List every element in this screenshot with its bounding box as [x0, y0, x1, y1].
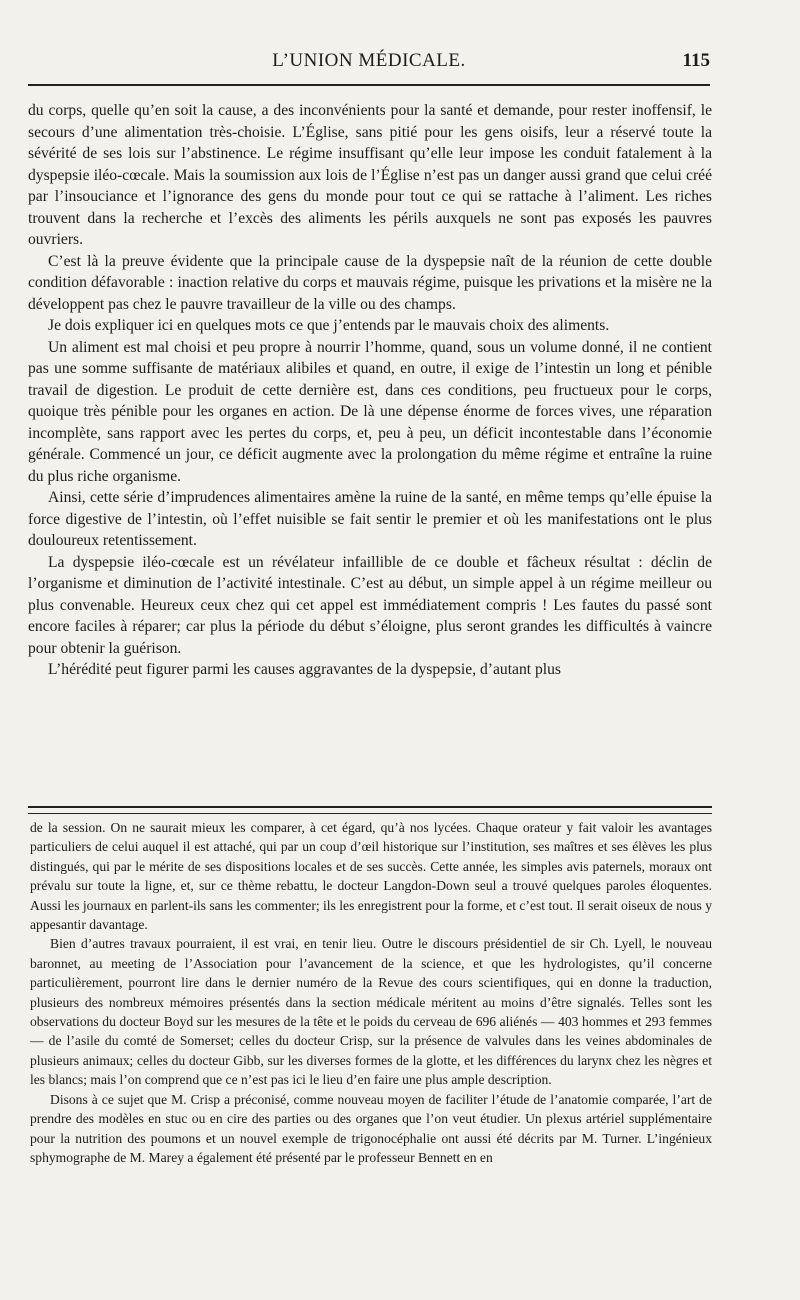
- main-paragraph-6: La dyspepsie iléo-cœcale est un révélateur infaillible de ce double et fâcheux résultat : déclin de l’organisme et diminution de l’activité intestinale. C’est au début, un simple appel à un régime meilleur ou plus convenable. Heureux ceux chez qui cet appel est immédiatement compris ! Les fautes du passé sont encore faciles à réparer; car plus la période du début s’éloigne, plus seront grandes les difficultés à vaincre pour obtenir la guérison.: [28, 553, 712, 657]
- main-paragraph-7: L’hérédité peut figurer parmi les causes aggravantes de la dyspepsie, d’autant plus: [48, 661, 561, 678]
- main-paragraph-3: Je dois expliquer ici en quelques mots ce que j’entends par le mauvais choix des aliments.: [48, 317, 610, 334]
- main-paragraph-5: Ainsi, cette série d’imprudences alimentaires amène la ruine de la santé, en même temps qu’elle épuise la force digestive de l’intestin, où l’effet nuisible se fait sentir le premier et où les manifestations ont le plus douloureux retentissement.: [28, 489, 712, 549]
- header-rule: [28, 84, 710, 86]
- running-header: [28, 50, 710, 80]
- main-paragraph-1: du corps, quelle qu’en soit la cause, a des inconvénients pour la santé et demande, pour rester inoffensif, le secours d’une alimentation très-choisie. L’Église, sans pitié pour les gens oisifs, leur a réservé toute la sévérité de ses lois sur l’abstinence. Le régime insuffisant qu’elle leur impose les conduit fatalement à la dyspepsie iléo-cœcale. Mais la soumission aux lois de l’Église n’est pas un danger aussi grand que celui créé par l’insouciance et l’ignorance des gens du monde pour tout ce qui se rattache à l’aliment. Les riches trouvent dans la recherche et l’excès des aliments les périls auxquels ne sont pas exposés les pauvres ouvriers.: [28, 102, 712, 248]
- feuilleton-separator-rule: [28, 806, 712, 814]
- feuilleton-paragraph-2: Bien d’autres travaux pourraient, il est vrai, en tenir lieu. Outre le discours présidentiel de sir Ch. Lyell, le nouveau baronnet, au meeting de l’Association pour l’avancement de la science, et que les hydrologistes, qu’il concerne particulièrement, pourront lire dans le dernier numéro de la Revue des cours scientifiques, qui en donne la traduction, plusieurs des nombreux mémoires présentés dans la section médicale méritent au moins d’être signalés. Telles sont les observations du docteur Boyd sur les mesures de la tête et le poids du cerveau de 696 aliénés — 403 hommes et 293 femmes — de l’asile du comté de Somerset; celles du docteur Crisp, sur la présence de valvules dans les veines abdominales de plusieurs animaux; celles du docteur Gibb, sur les diverses formes de la glotte, et les différences du larynx chez les nègres et les blancs; mais l’on comprend que ce n’est pas ici le lieu d’en faire une plus ample description.: [30, 936, 712, 1088]
- feuilleton-paragraph-1: de la session. On ne saurait mieux les comparer, à cet égard, qu’à nos lycées. Chaque orateur y fait valoir les avantages particuliers de celui auquel il est attaché, qui par un coup d’œil historique sur l’institution, ses maîtres et ses élèves les plus distingués, qui par le mérite de ses dispositions locales et de ses succès. Cette année, les simples avis paternels, moraux ont prévalu sur toute la ligne, et, sur ce thème rebattu, le docteur Langdon-Down seul a trouvé quelques paroles éloquentes. Aussi les journaux en parlent-ils sans les commenter; ils les enregistrent pour la forme, et c’est tout. Il serait oiseux de nous y appesantir davantage.: [30, 820, 712, 933]
- journal-title: L’UNION MÉDICALE.: [272, 50, 466, 71]
- main-text-column: [28, 100, 712, 681]
- main-paragraph-4: Un aliment est mal choisi et peu propre à nourrir l’homme, quand, sous un volume donné, il ne contient pas une somme suffisante de matériaux alibiles et quand, en outre, il exige de l’intestin un long et pénible travail de digestion. Le produit de cette dernière est, dans ces conditions, peu fructueux pour le corps, quoique très pénible pour les organes en action. De là une dépense énorme de forces vives, une réparation incomplète, sans rapport avec les pertes du corps, et, peu à peu, un déficit incontestable dans l’économie générale. Commencé un jour, ce déficit augmente avec la prolongation du même régime et entraîne la ruine du plus riche organisme.: [28, 338, 712, 485]
- feuilleton-paragraph-3: Disons à ce sujet que M. Crisp a préconisé, comme nouveau moyen de faciliter l’étude de l’anatomie comparée, l’art de prendre des modèles en stuc ou en cire des parties ou des organes que l’on veut étudier. Un plexus artériel supplémentaire pour la nutrition des poumons et un nouvel exemple de trigonocéphalie ont aussi été décrits par M. Turner. L’ingénieux sphymographe de M. Marey a également été présenté par le professeur Bennett en en: [30, 1091, 712, 1165]
- feuilleton-column: [30, 818, 712, 1167]
- page-number: 115: [682, 50, 710, 71]
- main-paragraph-2: C’est là la preuve évidente que la principale cause de la dyspepsie naît de la réunion de cette double condition défavorable : inaction relative du corps et mauvais régime, puisque les privations et la misère ne la développent pas chez le pauvre travailleur de la ville ou des champs.: [28, 252, 712, 313]
